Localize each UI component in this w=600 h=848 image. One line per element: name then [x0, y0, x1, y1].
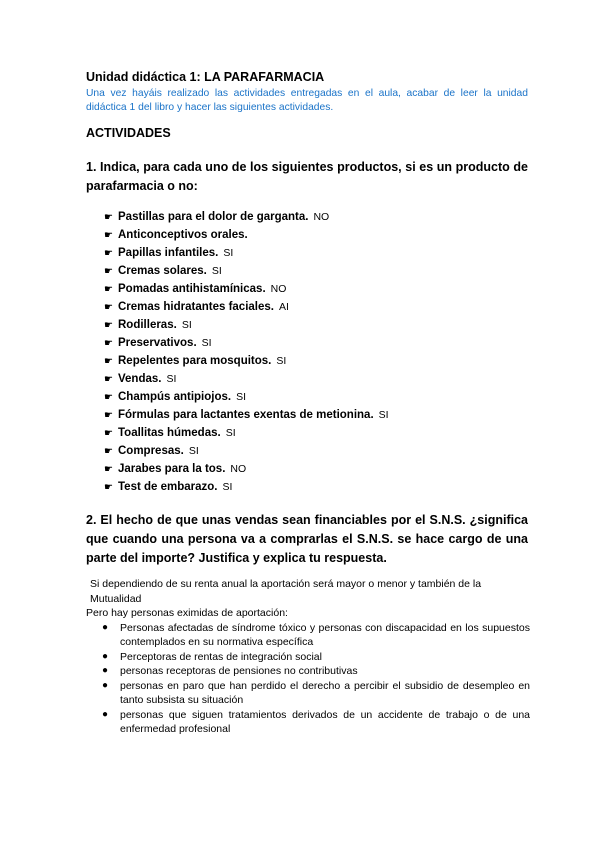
list-item [86, 708, 530, 737]
list-item [86, 621, 530, 650]
list-item [104, 208, 389, 226]
product-answer: SI [236, 391, 247, 403]
list-item [104, 262, 389, 280]
list-item [104, 334, 389, 352]
answer-paragraph: Si dependiendo de su renta anual la aportación será mayor o menor y también de la Mutualidad [90, 578, 482, 605]
product-answer: SI [188, 445, 199, 457]
list-item [86, 679, 530, 708]
product-answer: SI [223, 247, 234, 259]
list-item [104, 280, 389, 298]
product-name: Pastillas para el dolor de garganta. [118, 211, 309, 223]
product-name: Toallitas húmedas. [118, 427, 221, 439]
list-item [86, 664, 530, 679]
exemption-text: personas que siguen tratamientos derivados de un accidente de trabajo o de una enfermedad profesional [120, 708, 530, 735]
list-item [104, 388, 389, 406]
product-answer: SI [378, 409, 389, 421]
bullet-icon: ● [102, 650, 109, 662]
pointing-hand-icon: ☛ [104, 248, 113, 259]
list-item [104, 244, 389, 262]
product-answer: SI [181, 319, 192, 331]
product-answer: SI [201, 337, 212, 349]
product-name: Repelentes para mosquitos. [118, 355, 272, 367]
answer-2 [86, 577, 530, 737]
pointing-hand-icon: ☛ [104, 302, 113, 313]
activities-heading: ACTIVIDADES [86, 126, 171, 140]
pointing-hand-icon: ☛ [104, 374, 113, 385]
exemption-text: personas receptoras de pensiones no contributivas [120, 665, 358, 677]
product-answer: NO [230, 463, 247, 475]
product-list [104, 208, 389, 496]
unit-title: Unidad didáctica 1: LA PARAFARMACIA [86, 70, 325, 84]
bullet-icon: ● [102, 665, 109, 676]
pointing-hand-icon: ☛ [104, 464, 113, 475]
product-name: Test de embarazo. [118, 481, 218, 493]
product-answer: SI [211, 265, 222, 277]
answer-paragraph: Pero hay personas eximidas de aportación: [86, 607, 288, 619]
pointing-hand-icon: ☛ [104, 392, 113, 403]
pointing-hand-icon: ☛ [104, 284, 113, 295]
list-item [104, 406, 389, 424]
product-name: Preservativos. [118, 337, 197, 349]
product-name: Rodilleras. [118, 319, 177, 331]
exemption-list [86, 621, 530, 737]
product-answer: NO [313, 211, 330, 223]
product-answer: AI [278, 301, 289, 313]
product-name: Papillas infantiles. [118, 247, 219, 259]
product-name: Cremas solares. [118, 265, 207, 277]
product-answer: SI [276, 355, 287, 367]
pointing-hand-icon: ☛ [104, 338, 113, 349]
bullet-icon: ● [102, 621, 109, 633]
product-name: Champús antipiojos. [118, 391, 232, 403]
pointing-hand-icon: ☛ [104, 356, 113, 367]
question-2: 2. El hecho de que unas vendas sean financiables por el S.N.S. ¿significa que cuando una persona va a comprarlas el S.N.S. se hace cargo de una parte del importe? Justifica y explica tu respuesta. [86, 513, 528, 565]
product-name: Cremas hidratantes faciales. [118, 301, 274, 313]
pointing-hand-icon: ☛ [104, 212, 113, 223]
bullet-icon: ● [102, 708, 109, 720]
list-item [104, 478, 389, 496]
exemption-text: Personas afectadas de síndrome tóxico y personas con discapacidad en los supuestos contemplados en su normativa específica [120, 621, 530, 648]
pointing-hand-icon: ☛ [104, 266, 113, 277]
product-name: Pomadas antihistamínicas. [118, 283, 266, 295]
pointing-hand-icon: ☛ [104, 446, 113, 457]
list-item [104, 442, 389, 460]
pointing-hand-icon: ☛ [104, 428, 113, 439]
pointing-hand-icon: ☛ [104, 230, 113, 241]
list-item [104, 460, 389, 478]
pointing-hand-icon: ☛ [104, 320, 113, 331]
product-answer: SI [166, 373, 177, 385]
pointing-hand-icon: ☛ [104, 482, 113, 493]
product-name: Fórmulas para lactantes exentas de metionina. [118, 409, 374, 421]
product-name: Anticonceptivos orales. [118, 229, 248, 241]
product-name: Jarabes para la tos. [118, 463, 226, 475]
product-answer: SI [222, 481, 233, 493]
question-1: 1. Indica, para cada uno de los siguientes productos, si es un producto de parafarmacia o no: [86, 160, 528, 193]
exemption-text: Perceptoras de rentas de integración social [120, 650, 322, 663]
product-answer: SI [225, 427, 236, 439]
intro-text: Una vez hayáis realizado las actividades entregadas en el aula, acabar de leer la unidad didáctica 1 del libro y hacer las siguientes actividades. [86, 88, 528, 113]
list-item [86, 650, 530, 665]
list-item [104, 424, 389, 442]
product-name: Compresas. [118, 445, 184, 457]
list-item [104, 352, 389, 370]
list-item [104, 298, 389, 316]
list-item [104, 226, 389, 244]
list-item [104, 370, 389, 388]
list-item [104, 316, 389, 334]
exemption-text: personas en paro que han perdido el derecho a percibir el subsidio de desempleo en tanto subsista su situación [120, 679, 530, 706]
bullet-icon: ● [102, 679, 109, 691]
pointing-hand-icon: ☛ [104, 410, 113, 421]
product-name: Vendas. [118, 373, 162, 385]
product-answer: NO [270, 283, 287, 295]
